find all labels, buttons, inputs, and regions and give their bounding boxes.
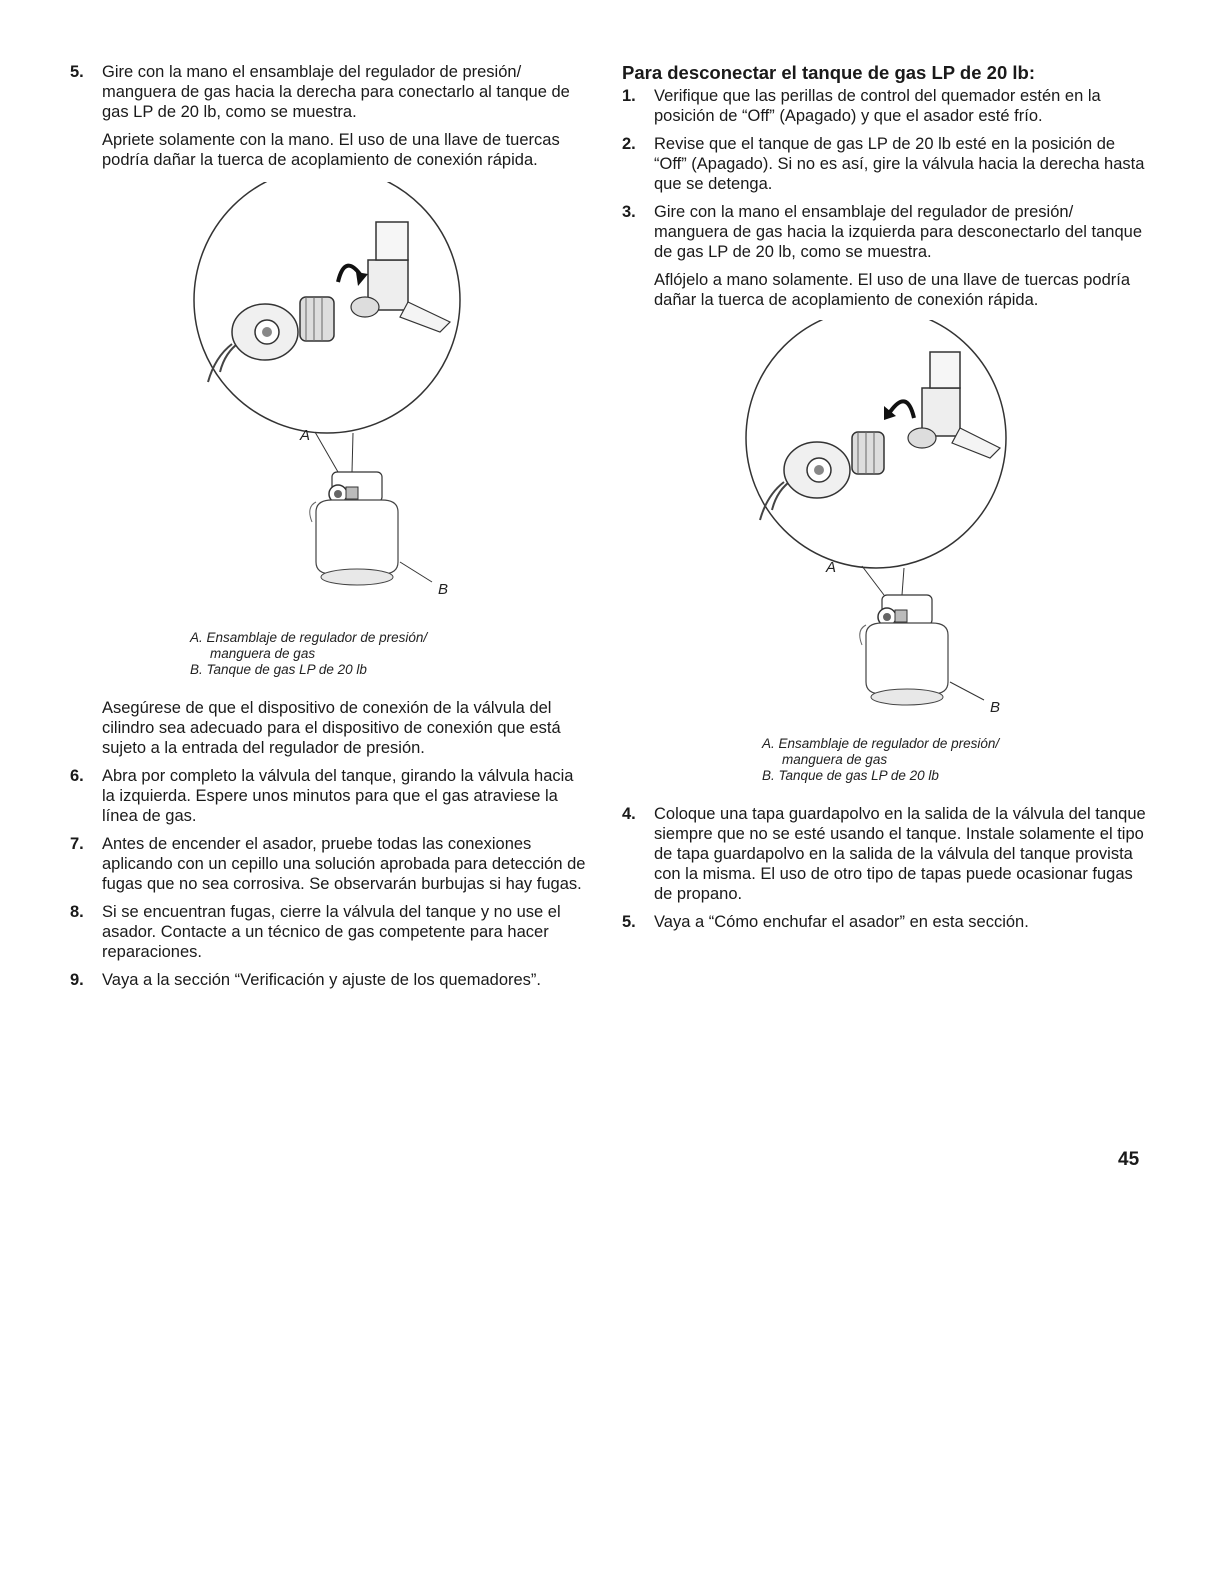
disconnect-figure-caption [762, 736, 1147, 784]
step-5-connect [70, 62, 590, 122]
connect-tank-illustration [70, 182, 590, 632]
page-number: 45 [1118, 1149, 1140, 1170]
step-text: Gire con la mano el ensamblaje del regulador de presión/ manguera de gas hacia la izquierda para desconectarlo del tanque de gas LP de 20 lb, como se muestra. [654, 203, 1142, 261]
caption-b: B. Tanque de gas LP de 20 lb [762, 768, 939, 783]
right-column [622, 62, 1147, 940]
figure-label-a: A [300, 427, 311, 444]
step-text: Abra por completo la válvula del tanque, girando la válvula hacia la izquierda. Espere unos minutos para que el gas atraviese la línea de gas. [102, 767, 574, 825]
step-text: Vaya a “Cómo enchufar el asador” en esta sección. [654, 913, 1029, 931]
step-5-note: Apriete solamente con la mano. El uso de una llave de tuercas podría dañar la tuerca de acoplamiento de conexión rápida. [102, 131, 560, 169]
disconnect-tank-figure [622, 320, 1147, 740]
caption-a-line2: manguera de gas [782, 752, 888, 767]
step-text: Verifique que las perillas de control del quemador estén en la posición de “Off” (Apagado) y que el asador esté frío. [654, 87, 1101, 125]
step-number: 5. [70, 63, 84, 81]
figure-label-b: B [438, 581, 449, 598]
step-7 [70, 834, 590, 894]
step-number: 4. [622, 805, 636, 823]
step-8 [70, 902, 590, 962]
step-number: 1. [622, 87, 636, 105]
step-9 [70, 970, 590, 990]
step-text: Si se encuentran fugas, cierre la válvula del tanque y no use el asador. Contacte a un técnico de gas competente para hacer reparaciones. [102, 903, 561, 961]
step-text: Revise que el tanque de gas LP de 20 lb esté en la posición de “Off” (Apagado). Si no es así, gire la válvula hacia la derecha hasta que se detenga. [654, 135, 1145, 193]
step-2 [622, 134, 1147, 194]
section-heading: Para desconectar el tanque de gas LP de 20 lb: [622, 62, 1035, 83]
figure-label-b: B [990, 699, 1001, 716]
step-6 [70, 766, 590, 826]
disconnect-tank-illustration [622, 320, 1147, 740]
figure-label-a: A [826, 559, 837, 576]
step-number: 9. [70, 971, 84, 989]
connect-tank-figure [70, 182, 590, 632]
step-3-note: Aflójelo a mano solamente. El uso de una llave de tuercas podría dañar la tuerca de acoplamiento de conexión rápida. [654, 271, 1131, 309]
caption-a-line1: A. Ensamblaje de regulador de presión/ [190, 630, 428, 645]
step-number: 7. [70, 835, 84, 853]
left-column [70, 62, 590, 998]
step-text: Vaya a la sección “Verificación y ajuste de los quemadores”. [102, 971, 542, 989]
connection-device-note: Asegúrese de que el dispositivo de conexión de la válvula del cilindro sea adecuado para el dispositivo de conexión que está sujeto a la entrada del regulador de presión. [102, 699, 561, 757]
caption-a-line2: manguera de gas [210, 646, 316, 661]
step-text: Coloque una tapa guardapolvo en la salida de la válvula del tanque siempre que no se esté usando el tanque. Instale solamente el tipo de tapa guardapolvo en la salida de la válvula del tanque provista con la misma. El uso de otro tipo de tapas puede ocasionar fugas de propano. [654, 805, 1146, 903]
step-5-plug-in [622, 912, 1147, 932]
step-text: Antes de encender el asador, pruebe todas las conexiones aplicando con un cepillo una solución aprobada para detección de fugas que no sea corrosiva. Se observarán burbujas si hay fugas. [102, 835, 586, 893]
caption-a-line1: A. Ensamblaje de regulador de presión/ [762, 736, 1000, 751]
step-3-disconnect [622, 202, 1147, 262]
caption-b: B. Tanque de gas LP de 20 lb [190, 662, 367, 677]
connect-figure-caption [190, 630, 590, 678]
step-number: 8. [70, 903, 84, 921]
step-number: 2. [622, 135, 636, 153]
step-4 [622, 804, 1147, 904]
step-number: 6. [70, 767, 84, 785]
step-number: 3. [622, 203, 636, 221]
step-text: Gire con la mano el ensamblaje del regulador de presión/ manguera de gas hacia la derecha para conectarlo al tanque de gas LP de 20 lb, como se muestra. [102, 63, 570, 121]
step-1 [622, 86, 1147, 126]
step-number: 5. [622, 913, 636, 931]
